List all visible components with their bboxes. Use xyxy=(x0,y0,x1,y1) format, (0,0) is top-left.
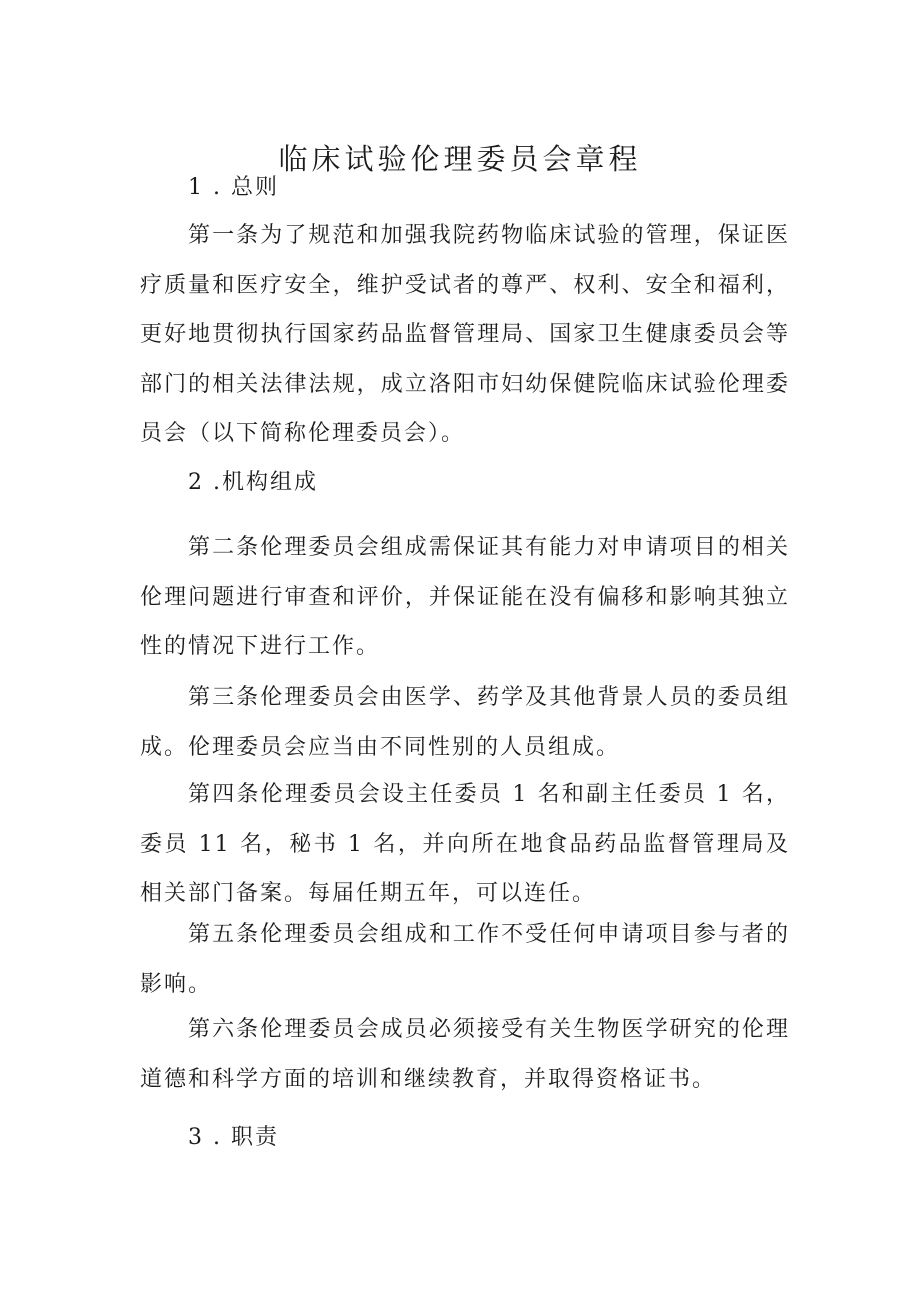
article-1-paragraph: 第一条为了规范和加强我院药物临床试验的管理，保证医疗质量和医疗安全，维护受试者的尊严、权利、安全和福利，更好地贯彻执行国家药品监督管理局、国家卫生健康委员会等部门的相关法律法规，成立洛阳市妇幼保健院临床试验伦理委员会（以下简称伦理委员会）。 xyxy=(140,223,790,446)
document-title: 临床试验伦理委员会章程 xyxy=(278,142,642,177)
article-4-paragraph: 第四条伦理委员会设主任委员 1 名和副主任委员 1 名，委员 11 名，秘书 1 名，并向所在地食品药品监督管理局及相关部门备案。每届任期五年，可以连任。 xyxy=(140,782,790,906)
article-2-paragraph: 第二条伦理委员会组成需保证其有能力对申请项目的相关伦理问题进行审查和评价，并保证能在没有偏移和影响其独立性的情况下进行工作。 xyxy=(140,535,790,659)
article-5-paragraph: 第五条伦理委员会组成和工作不受任何申请项目参与者的影响。 xyxy=(140,922,790,997)
section-heading-organization: 2 .机构组成 xyxy=(188,470,318,495)
article-6-paragraph: 第六条伦理委员会成员必须接受有关生物医学研究的伦理道德和科学方面的培训和继续教育，并取得资格证书。 xyxy=(140,1017,790,1092)
section-heading-duties: 3 . 职责 xyxy=(188,1125,279,1150)
section-heading-general: 1 . 总则 xyxy=(188,175,279,200)
article-3-paragraph: 第三条伦理委员会由医学、药学及其他背景人员的委员组成。伦理委员会应当由不同性别的人员组成。 xyxy=(140,685,790,760)
